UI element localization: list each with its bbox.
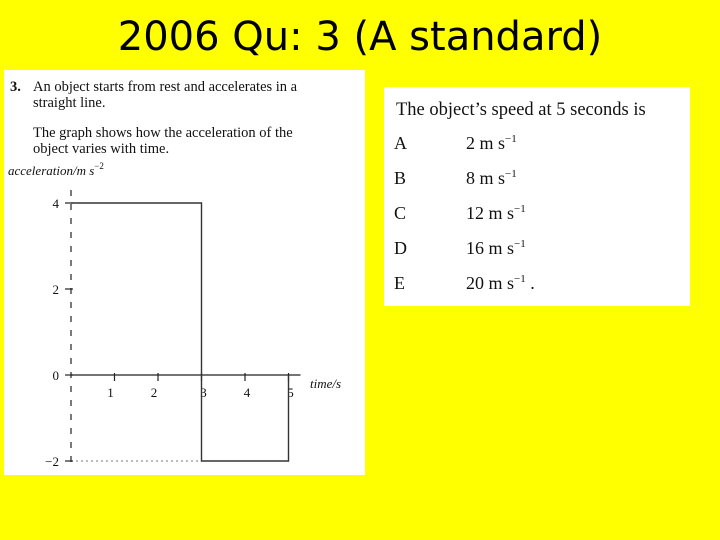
option-value-b: 8 m $s^{-1}$ (466, 168, 517, 188)
x-tick-label: 3 (200, 385, 207, 400)
option-letter-a: A (394, 133, 407, 153)
slide-title: 2006 Qu: 3 (A standard) (117, 14, 603, 60)
graph-axes (71, 190, 301, 469)
question-number: 3. (10, 79, 21, 95)
acceleration-series-line (71, 203, 289, 461)
option-value-c: 12 m $s^{-1}$ (466, 203, 526, 223)
question-text-line-3: The graph shows how the acceleration of the (33, 125, 293, 141)
option-letter-d: D (394, 238, 407, 258)
option-value-d: 16 m $s^{-1}$ (466, 238, 526, 258)
y-tick-label: −2 (45, 454, 59, 469)
answer-panel (384, 87, 690, 306)
x-tick-label: 2 (150, 385, 158, 400)
x-axis-label: time/s (310, 376, 342, 391)
x-tick-label: 5 (287, 385, 294, 400)
x-tick-label: 1 (107, 385, 114, 400)
graph-series (71, 203, 289, 461)
option-value-a: 2 m $s^{-1}$ (466, 133, 517, 153)
answer-prompt: The object’s speed at 5 seconds is (396, 100, 646, 120)
option-letter-c: C (394, 203, 407, 223)
question-text-line-2: straight line. (33, 95, 106, 111)
y-tick-label: 4 (52, 196, 59, 211)
y-tick-label: 0 (52, 368, 59, 383)
option-value-e: 20 m $s^{-1}$ . (466, 273, 535, 293)
x-tick-label: 4 (243, 385, 251, 400)
graph-ticks (45, 196, 294, 469)
question-text-line-4: object varies with time. (33, 141, 170, 157)
acceleration-time-graph (4, 70, 365, 475)
question-text-line-1: An object starts from rest and accelerates in a (33, 79, 298, 95)
y-tick-label: 2 (52, 282, 59, 297)
question-panel (4, 70, 365, 475)
option-letter-e: E (394, 273, 405, 293)
y-axis-label: acceleration/m $s^{-2}$ (8, 161, 104, 178)
option-letter-b: B (394, 168, 407, 188)
